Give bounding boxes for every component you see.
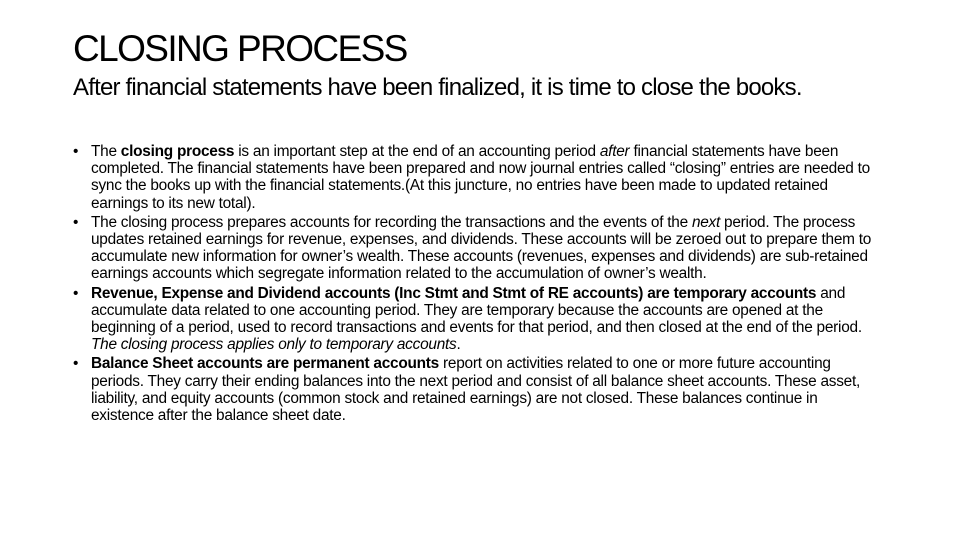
bullet-text: The closing process prepares accounts for recording the transactions and the events of the: [91, 213, 692, 231]
bullet-text: financial statements have been completed. The financial statements have been prepared and now journal entries called “closing” entries are needed to sync the books up with the financial statements.(At this juncture, no entries have been made to updated retained earnings to its new total).: [91, 143, 870, 212]
bullet-dot-icon: •: [73, 355, 79, 373]
bullet-bold-term: Revenue, Expense and Dividend accounts (Inc Stmt and Stmt of RE accounts) are temporary accounts: [91, 284, 817, 302]
bullet-text: .: [456, 336, 461, 354]
bullet-item-prepares-accounts: [73, 214, 883, 283]
bullet-item-temporary-accounts: [73, 285, 883, 354]
bullet-italic-term: next: [691, 213, 721, 231]
bullet-item-permanent-accounts: [73, 355, 883, 424]
bullet-dot-icon: •: [73, 284, 79, 302]
bullet-bold-term: closing process: [120, 143, 235, 160]
slide-subtitle: After financial statements have been finalized, it is time to close the books.: [73, 74, 802, 101]
bullet-text: period. The process updates retained earnings for revenue, expenses, and dividends. These accounts will be zeroed out to prepare them to accumulate new information for owner’s wealth. These accounts (revenues, expenses and dividends) are sub-retained earnings accounts which segregate information related to the accumulation of owner’s wealth.: [91, 213, 872, 283]
bullet-dot-icon: •: [73, 143, 79, 160]
bullet-italic-term: after: [599, 143, 630, 160]
bullet-list: [73, 143, 883, 426]
bullet-bold-term: Balance Sheet accounts are permanent accounts: [91, 355, 439, 373]
slide-title: CLOSING PROCESS: [73, 28, 407, 69]
bullet-item-closing-process: [73, 143, 883, 212]
bullet-text: The: [91, 143, 121, 160]
bullet-italic-term: The closing process applies only to temporary accounts: [91, 336, 457, 354]
bullet-dot-icon: •: [73, 213, 79, 231]
bullet-text: and accumulate data related to one accounting period. They are temporary because the accounts are opened at the beginning of a period, used to record transactions and events for that period, and then closed at the end of the period.: [91, 284, 862, 337]
bullet-text: report on activities related to one or more future accounting periods. They carry their ending balances into the next period and consist of all balance sheet accounts. These asset, liability, and equity accounts (common stock and retained earnings) are not closed. These balances continue in existence after the balance sheet date.: [91, 355, 861, 425]
bullet-text: is an important step at the end of an accounting period: [234, 143, 600, 160]
